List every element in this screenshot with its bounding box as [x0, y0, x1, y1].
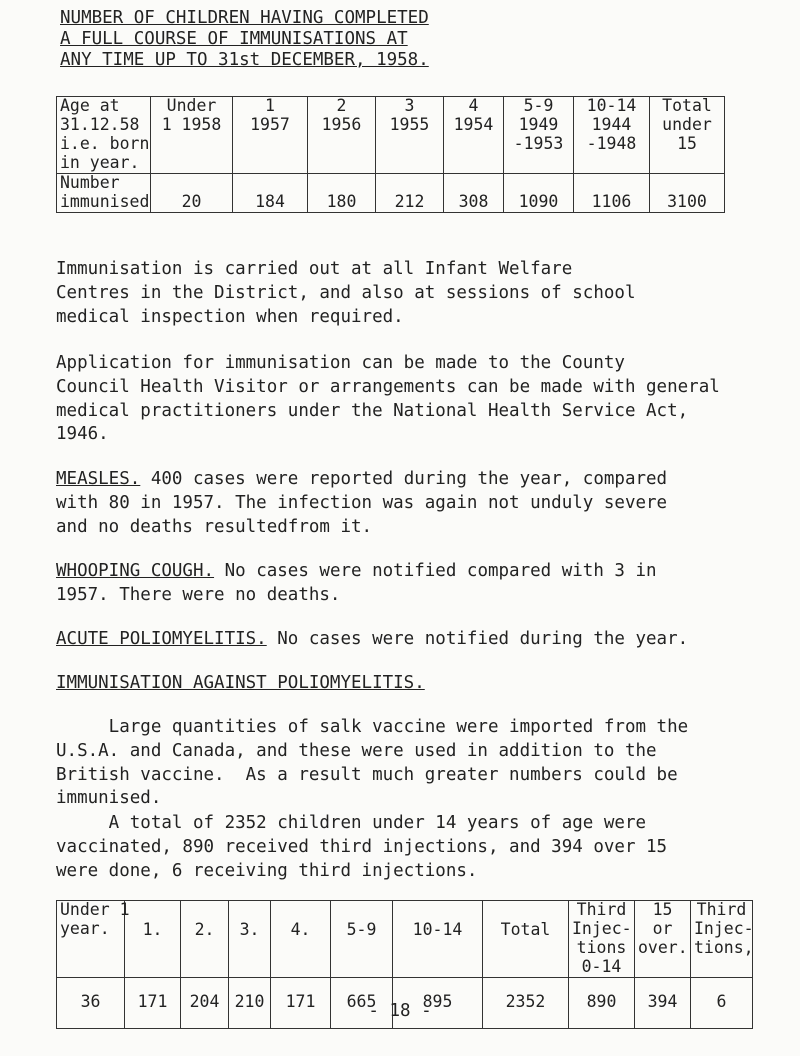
header-cell: Total under 15	[650, 97, 725, 174]
value-cell: 665	[331, 977, 393, 1028]
paragraph-whooping-cough	[56, 560, 756, 608]
paragraph-immunisation-centres: Immunisation is carried out at all Infant Welfare Centres in the District, and also at sessions of school medical inspection when required.	[56, 259, 636, 327]
paragraph-application: Application for immunisation can be made to the County Council Health Visitor or arrangements can be made with general medical practitioners under the National Health Service Act, 1946.	[56, 353, 720, 445]
header-cell: 4.	[271, 901, 331, 978]
value-cell: 36	[57, 977, 125, 1028]
header-cell: 2.	[181, 901, 229, 978]
value-cell: 184	[233, 173, 308, 212]
polio-heading: ACUTE POLIOMYELITIS.	[56, 629, 267, 649]
value-cell: 204	[181, 977, 229, 1028]
header-cell: Third Injec- tions,	[691, 901, 753, 978]
header-cell: 5-9 1949 -1953	[504, 97, 574, 174]
value-cell: 1090	[504, 173, 574, 212]
paragraph-total-vaccinated: A total of 2352 children under 14 years of age were vaccinated, 890 received third injections, and 394 over 15 were done, 6 receiving third injections.	[56, 813, 668, 881]
value-cell: 308	[444, 173, 504, 212]
value-cell: 394	[635, 977, 691, 1028]
paragraph-salk-vaccine: Large quantities of salk vaccine were imported from the U.S.A. and Canada, and these were used in addition to the British vaccine. As a result much greater numbers could be immunised.	[56, 717, 689, 809]
value-cell: 1106	[574, 173, 650, 212]
value-cell: 180	[308, 173, 376, 212]
value-cell: 2352	[483, 977, 569, 1028]
polio-text: No cases were notified during the year.	[266, 629, 689, 649]
value-cell: 20	[151, 173, 233, 212]
header-cell: 5-9	[331, 901, 393, 978]
header-cell: 15 or over.	[635, 901, 691, 978]
value-cell: 212	[376, 173, 444, 212]
table-row	[57, 173, 725, 212]
value-cell: 210	[229, 977, 271, 1028]
page-number: - 18 -	[368, 1001, 432, 1021]
whooping-heading: WHOOPING COUGH.	[56, 561, 215, 581]
header-cell: 10-14	[393, 901, 483, 978]
header-cell: 3.	[229, 901, 271, 978]
header-cell: 10-14 1944 -1948	[574, 97, 650, 174]
table-header-row	[57, 901, 753, 978]
title-line-3: ANY TIME UP TO 31st DECEMBER, 1958.	[60, 50, 429, 70]
title-line-2: A FULL COURSE OF IMMUNISATIONS AT	[60, 29, 408, 49]
header-cell: 3 1955	[376, 97, 444, 174]
header-cell: 2 1956	[308, 97, 376, 174]
header-cell: 4 1954	[444, 97, 504, 174]
value-cell: 171	[271, 977, 331, 1028]
table-header-row	[57, 97, 725, 174]
whooping-text: No cases were notified compared with 3 in 1957. There were no deaths.	[56, 561, 657, 605]
header-cell: 1 1957	[233, 97, 308, 174]
measles-heading: MEASLES.	[56, 469, 141, 489]
header-cell: Under 1 year.	[57, 901, 125, 978]
page-title	[60, 8, 580, 71]
value-cell: 6	[691, 977, 753, 1028]
header-cell: Third Injec- tions 0-14	[569, 901, 635, 978]
value-cell: 890	[569, 977, 635, 1028]
value-cell: 171	[125, 977, 181, 1028]
header-cell: Total	[483, 901, 569, 978]
immunisation-age-table	[56, 96, 725, 213]
header-cell: Under 1 1958	[151, 97, 233, 174]
header-cell: 1.	[125, 901, 181, 978]
paragraph-polio	[56, 628, 756, 652]
measles-text: 400 cases were reported during the year, compared with 80 in 1957. The infection was again not unduly severe and no deaths resultedfrom it.	[56, 469, 668, 537]
paragraph-measles	[56, 468, 756, 539]
immunisation-polio-heading: IMMUNISATION AGAINST POLIOMYELITIS.	[56, 673, 425, 693]
row-label-cell: Number immunised	[57, 173, 151, 212]
title-line-1: NUMBER OF CHILDREN HAVING COMPLETED	[60, 8, 429, 28]
value-cell: 3100	[650, 173, 725, 212]
header-cell: Age at 31.12.58 i.e. born in year.	[57, 97, 151, 174]
value-cell: 895	[393, 977, 483, 1028]
